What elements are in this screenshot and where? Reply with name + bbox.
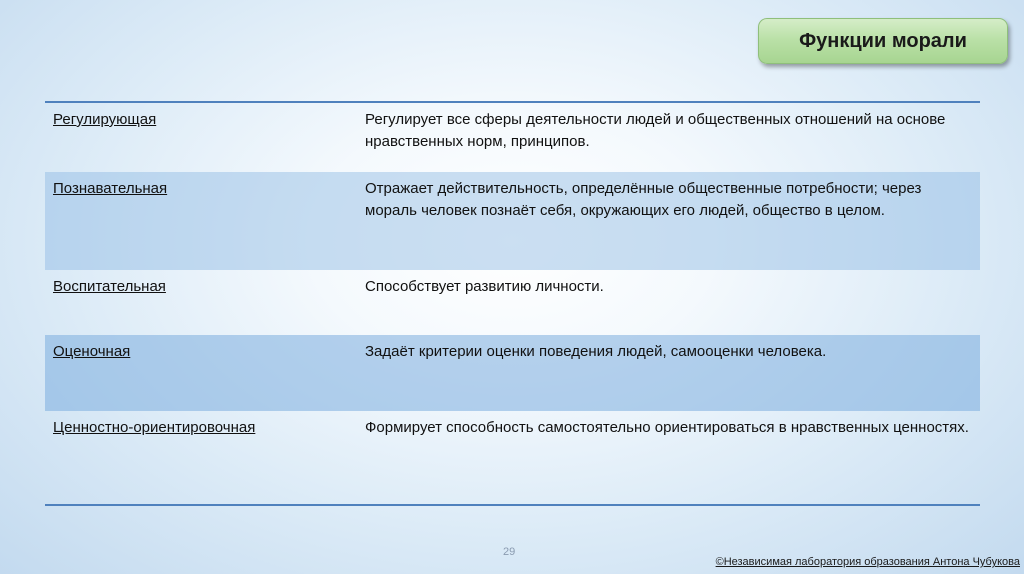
function-description: Задаёт критерии оценки поведения людей, самооценки человека. <box>365 343 827 360</box>
function-description: Регулирует все сферы деятельности людей и общественных отношений на основе нравственных норм, принципов. <box>365 111 946 150</box>
table-row <box>45 172 980 270</box>
function-description: Формирует способность самостоятельно ориентироваться в нравственных ценностях. <box>365 419 969 436</box>
table-row <box>45 103 980 172</box>
function-description: Способствует развитию личности. <box>365 278 604 295</box>
function-name: Воспитательная <box>53 278 166 295</box>
function-description: Отражает действительность, определённые общественные потребности; через мораль человек познаёт себя, окружающих его людей, общество в целом. <box>365 180 922 219</box>
function-name: Оценочная <box>53 343 131 360</box>
function-name: Регулирующая <box>53 111 157 128</box>
function-name: Познавательная <box>53 180 168 197</box>
slide-title-box <box>758 18 1008 64</box>
table-row <box>45 270 980 335</box>
table-row <box>45 411 980 504</box>
slide-title: Функции морали <box>799 29 967 52</box>
function-name: Ценностно-ориентировочная <box>53 419 256 436</box>
table-row <box>45 335 980 411</box>
functions-table <box>45 101 980 506</box>
page-number: 29 <box>503 546 516 558</box>
copyright-link[interactable]: ©Независимая лаборатория образования Антона Чубукова <box>715 556 1020 568</box>
